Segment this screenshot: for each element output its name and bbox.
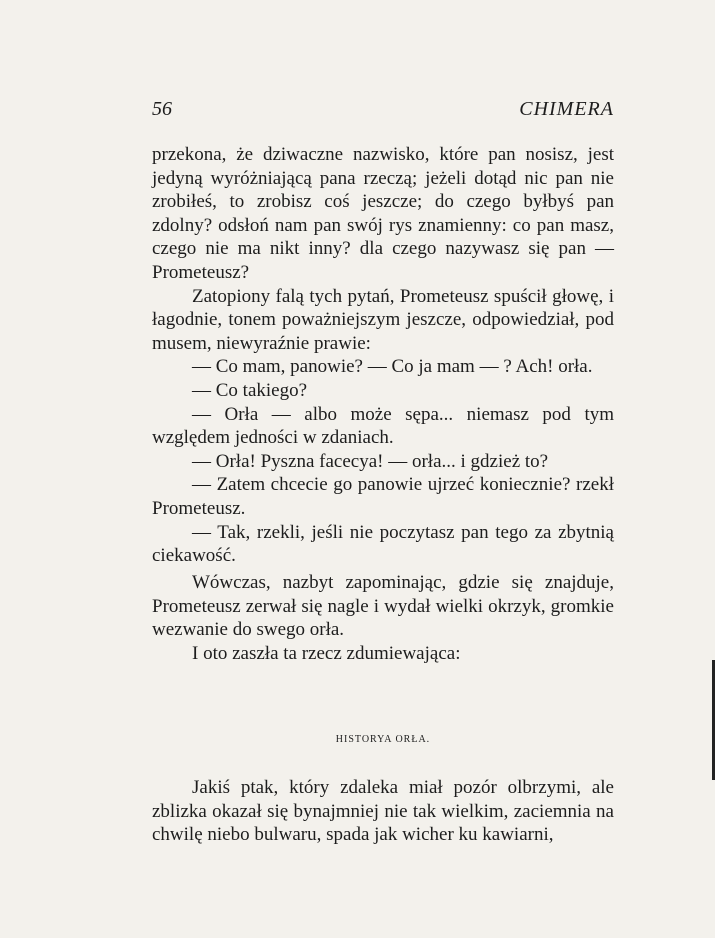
section-heading-wrap [152,734,614,746]
text-block-dialogue [152,143,614,568]
paragraph: — Co mam, panowie? — Co ja mam — ? Ach! orła. [192,356,593,378]
paragraph: Zatopiony falą tych pytań, Prometeusz spuścił głowę, i łagodnie, tonem poważniejszym jeszcze, odpowiedział, pod musem, niewyraźnie prawie: [152,285,614,354]
paragraph: przekona, że dziwaczne nazwisko, które pan nosisz, jest jedyną wyróżniającą pana rzeczą; jeżeli dotąd nic pan nie zrobiłeś, to zrobisz coś jeszcze; do czego byłbyś pan zdolny? odsłoń nam pan swój rys znamienny: co pan masz, czego nie ma nikt inny? dla czego nazywasz się pan — Prometeusz? [152,144,614,283]
paragraph: — Orła! Pyszna facecya! — orła... i gdzież to? [192,450,549,472]
page-number: 56 [152,98,172,120]
text-block-story [152,776,614,847]
paragraph: — Orła — albo może sępa... niemasz pod tym względem jedności w zdaniach. [152,403,614,449]
paragraph: — Tak, rzekli, jeśli nie poczytasz pan tego za zbytnią ciekawość. [152,521,614,567]
paragraph: Wówczas, nazbyt zapominając, gdzie się znajduje, Prometeusz zerwał się nagle i wydał wielki okrzyk, gromkie wezwanie do swego orła. [152,572,614,641]
text-block-narration [152,571,614,665]
paragraph: — Co takiego? [192,379,308,401]
paragraph: I oto zaszła ta rzecz zdumiewająca: [192,642,461,664]
running-header [152,98,614,128]
paragraph: Jakiś ptak, który zdaleka miał pozór olbrzymi, ale zblizka okazał się bynajmniej nie tak wielkim, zaciemnia na chwilę niebo bulwaru, spada jak wicher ku kawiarni, [152,777,614,846]
paragraph: — Zatem chcecie go panowie ujrzeć koniecznie? rzekł Prometeusz. [152,474,614,519]
section-heading: HISTORYA ORŁA. [335,734,431,745]
running-title: CHIMERA [519,98,614,120]
